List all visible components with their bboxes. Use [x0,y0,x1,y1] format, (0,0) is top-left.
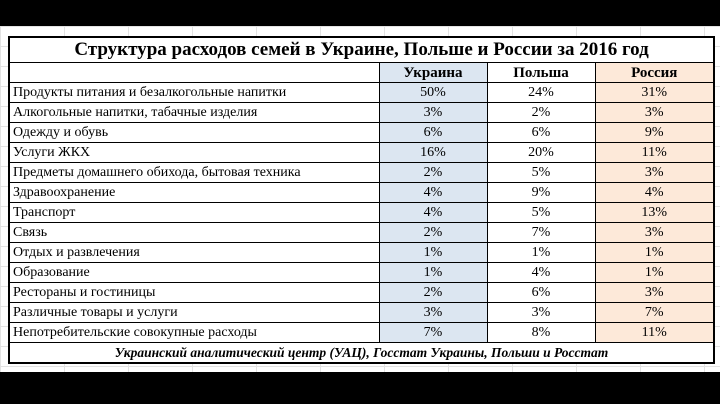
table-row [9,243,714,263]
ukraine-cell[interactable]: 50% [379,83,487,103]
russia-cell[interactable]: 11% [595,143,714,163]
header-poland[interactable]: Польша [487,63,595,83]
russia-cell[interactable]: 4% [595,183,714,203]
title-row [9,37,714,63]
russia-cell[interactable]: 9% [595,123,714,143]
bottom-black-bar [0,372,720,404]
source-row [9,343,714,364]
table-title[interactable]: Структура расходов семей в Украине, Польше и России за 2016 год [9,37,714,63]
header-russia[interactable]: Россия [595,63,714,83]
header-category[interactable] [9,63,379,83]
ukraine-cell[interactable]: 3% [379,103,487,123]
ukraine-cell[interactable]: 4% [379,183,487,203]
category-cell[interactable]: Услуги ЖКХ [9,143,379,163]
category-cell[interactable]: Связь [9,223,379,243]
poland-cell[interactable]: 5% [487,203,595,223]
table-row [9,83,714,103]
poland-cell[interactable]: 5% [487,163,595,183]
category-cell[interactable]: Одежду и обувь [9,123,379,143]
ukraine-cell[interactable]: 1% [379,243,487,263]
spreadsheet-area [0,26,720,372]
poland-cell[interactable]: 3% [487,303,595,323]
source-note[interactable]: Украинский аналитический центр (УАЦ), Госстат Украины, Польши и Росстат [9,343,714,364]
poland-cell[interactable]: 6% [487,123,595,143]
ukraine-cell[interactable]: 6% [379,123,487,143]
poland-cell[interactable]: 7% [487,223,595,243]
header-ukraine[interactable]: Украина [379,63,487,83]
expense-structure-table [8,36,715,364]
ukraine-cell[interactable]: 4% [379,203,487,223]
table-row [9,143,714,163]
table-body [9,83,714,343]
category-cell[interactable]: Здравоохранение [9,183,379,203]
poland-cell[interactable]: 6% [487,283,595,303]
table-row [9,203,714,223]
ukraine-cell[interactable]: 2% [379,163,487,183]
russia-cell[interactable]: 3% [595,223,714,243]
category-cell[interactable]: Предметы домашнего обихода, бытовая техника [9,163,379,183]
table-row [9,183,714,203]
category-cell[interactable]: Алкогольные напитки, табачные изделия [9,103,379,123]
poland-cell[interactable]: 9% [487,183,595,203]
russia-cell[interactable]: 31% [595,83,714,103]
table-row [9,163,714,183]
table-row [9,283,714,303]
header-row [9,63,714,83]
russia-cell[interactable]: 3% [595,163,714,183]
category-cell[interactable]: Образование [9,263,379,283]
category-cell[interactable]: Продукты питания и безалкогольные напитки [9,83,379,103]
poland-cell[interactable]: 8% [487,323,595,343]
table-row [9,303,714,323]
poland-cell[interactable]: 20% [487,143,595,163]
category-cell[interactable]: Отдых и развлечения [9,243,379,263]
russia-cell[interactable]: 1% [595,263,714,283]
table-row [9,223,714,243]
poland-cell[interactable]: 4% [487,263,595,283]
ukraine-cell[interactable]: 16% [379,143,487,163]
russia-cell[interactable]: 13% [595,203,714,223]
table-row [9,123,714,143]
russia-cell[interactable]: 11% [595,323,714,343]
category-cell[interactable]: Различные товары и услуги [9,303,379,323]
ukraine-cell[interactable]: 2% [379,283,487,303]
ukraine-cell[interactable]: 3% [379,303,487,323]
ukraine-cell[interactable]: 2% [379,223,487,243]
category-cell[interactable]: Непотребительские совокупные расходы [9,323,379,343]
ukraine-cell[interactable]: 7% [379,323,487,343]
table-row [9,103,714,123]
russia-cell[interactable]: 3% [595,103,714,123]
table-row [9,323,714,343]
poland-cell[interactable]: 2% [487,103,595,123]
russia-cell[interactable]: 7% [595,303,714,323]
category-cell[interactable]: Транспорт [9,203,379,223]
poland-cell[interactable]: 1% [487,243,595,263]
russia-cell[interactable]: 1% [595,243,714,263]
table-row [9,263,714,283]
category-cell[interactable]: Рестораны и гостиницы [9,283,379,303]
poland-cell[interactable]: 24% [487,83,595,103]
ukraine-cell[interactable]: 1% [379,263,487,283]
russia-cell[interactable]: 3% [595,283,714,303]
